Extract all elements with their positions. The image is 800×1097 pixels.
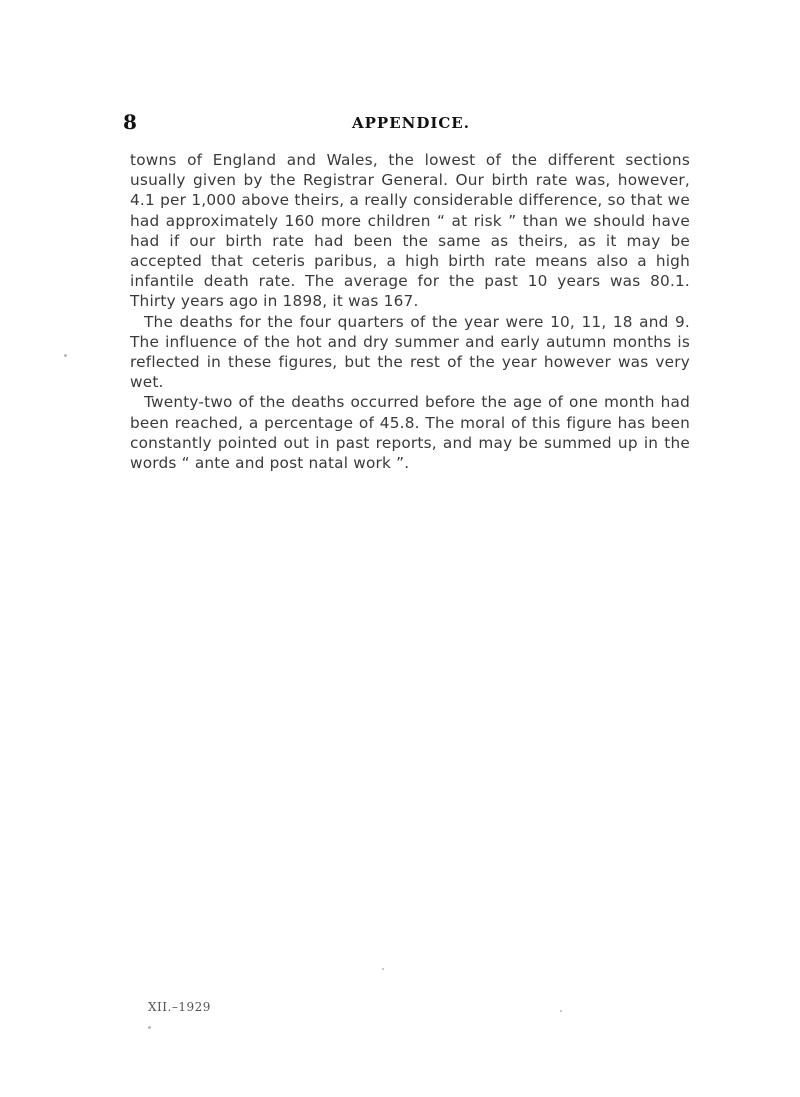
paper-speck (382, 968, 384, 970)
body-text (130, 150, 690, 473)
footer-print-code: XII.–1929 (148, 1000, 211, 1014)
paper-speck (64, 354, 67, 357)
paragraph-birth-rate: towns of England and Wales, the lowest of the different sections usually given by the Registrar General. Our birth rate was, however, 4.1 per 1,000 above theirs, a really considerable difference, so that we had approximately 160 more children “ at risk ” than we should have had if our birth rate had been the same as theirs, as it may be accepted that ceteris paribus, a high birth rate means also a high infantile death rate. The average for the past 10 years was 80.1. Thirty years ago in 1898, it was 167. (130, 151, 690, 311)
running-head: APPENDICE. (352, 114, 470, 132)
page-number: 8 (123, 110, 137, 134)
paper-speck (148, 1026, 151, 1029)
paragraph-quarterly-deaths: The deaths for the four quarters of the year were 10, 11, 18 and 9. The influence of the hot and dry summer and early autumn months is reflected in these figures, but the rest of the year however was very wet. (130, 312, 690, 392)
paper-speck (560, 1010, 562, 1012)
paragraph-neonatal-deaths: Twenty-two of the deaths occurred before the age of one month had been reached, a percentage of 45.8. The moral of this figure has been constantly pointed out in past reports, and may be summed up in the words “ ante and post natal work ”. (130, 393, 690, 473)
